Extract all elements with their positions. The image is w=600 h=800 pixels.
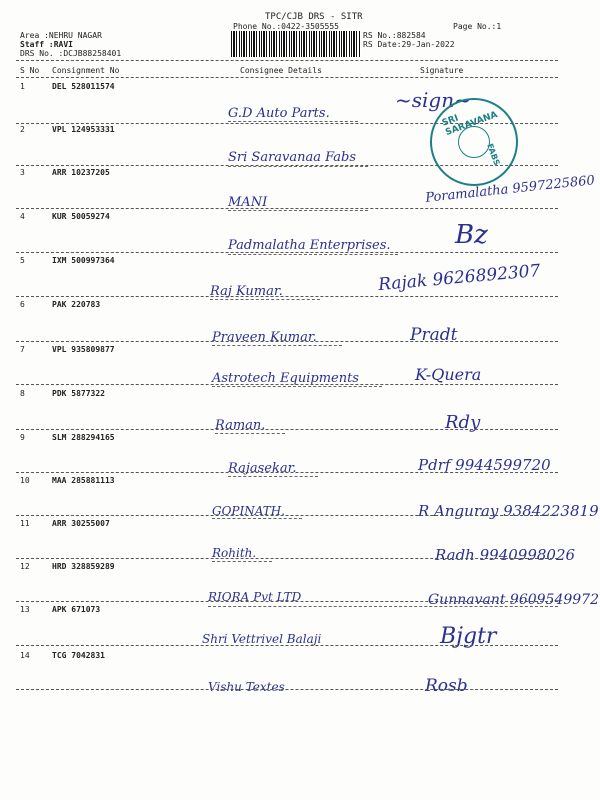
row-10-sno: 10 (20, 476, 30, 485)
row-7-consignment: VPL 935809877 (52, 345, 115, 354)
company-stamp (430, 98, 518, 186)
row-divider (16, 429, 558, 430)
row-14-consignee: Vishu Textes (208, 680, 285, 694)
row-9-consignee-line (228, 476, 318, 477)
row-13-consignment: APK 671073 (52, 605, 101, 614)
row-8-sno: 8 (20, 389, 25, 398)
row-3-signature: Poramalatha 9597225860 (424, 173, 596, 206)
row-8-consignee: Raman. (215, 418, 266, 433)
row-12-consignee: RIORA Pvt LTD (208, 590, 302, 604)
row-7-signature: K-Quera (415, 365, 482, 384)
row-4-consignee-line (228, 254, 398, 255)
row-1-consignee: G.D Auto Parts. (228, 106, 330, 121)
row-11-sno: 11 (20, 519, 30, 528)
row-11-consignee-line (212, 561, 272, 562)
row-6-consignment: PAK 220783 (52, 300, 101, 309)
barcode (231, 31, 361, 57)
row-2-consignment: VPL 124953331 (52, 125, 115, 134)
stamp-text-top: SRI SARAVANA (440, 109, 499, 139)
row-divider (16, 558, 558, 559)
row-divider (16, 252, 558, 253)
row-1-consignment: DEL 528011574 (52, 82, 115, 91)
page-number: Page No.:1 (453, 22, 502, 31)
row-5-signature: Rajak 9626892307 (377, 260, 542, 296)
row-1-consignee-line (228, 121, 358, 122)
row-divider (16, 341, 558, 342)
row-13-signature: Bjgtr (440, 624, 497, 649)
row-9-consignment: SLM 288294165 (52, 433, 115, 442)
row-divider (16, 515, 558, 516)
row-4-sno: 4 (20, 212, 25, 221)
col-consignee: Consignee Details (240, 66, 322, 75)
row-1-sno: 1 (20, 82, 25, 91)
row-12-consignment: HRD 328859289 (52, 562, 115, 571)
row-8-signature: Rdy (445, 412, 481, 433)
row-13-sno: 13 (20, 605, 30, 614)
row-10-consignee: GOPINATH. (212, 504, 286, 518)
row-divider (16, 645, 558, 646)
stamp-text-bottom: FABS (485, 142, 502, 167)
row-1-signature: ~sign~ (395, 88, 471, 112)
row-3-consignee: MANI (228, 195, 268, 210)
area-label: Area :NEHRU NAGAR (20, 31, 102, 40)
row-12-signature: Gunnavant 9609549972 (428, 592, 600, 608)
row-8-consignee-line (215, 433, 285, 434)
row-divider (16, 296, 558, 297)
row-14-sno: 14 (20, 651, 30, 660)
row-7-sno: 7 (20, 345, 25, 354)
row-6-signature: Pradt (410, 325, 458, 345)
row-4-consignment: KUR 50059274 (52, 212, 110, 221)
col-signature: Signature (420, 66, 464, 75)
row-12-sno: 12 (20, 562, 30, 571)
row-9-consignee: Rajasekar. (228, 461, 297, 476)
row-11-consignee: Rohith. (212, 546, 257, 560)
row-divider (16, 123, 558, 124)
row-3-consignee-line (228, 210, 368, 211)
row-divider (16, 165, 558, 166)
row-divider (16, 601, 558, 602)
row-2-consignee-line (228, 166, 368, 167)
row-11-consignment: ARR 30255007 (52, 519, 110, 528)
row-9-signature: Pdrf 9944599720 (418, 456, 551, 474)
row-5-consignee: Raj Kumar. (210, 284, 283, 299)
row-3-sno: 3 (20, 168, 25, 177)
report-title: TPC/CJB DRS - SITR (265, 12, 363, 22)
row-5-sno: 5 (20, 256, 25, 265)
row-10-signature: R Anguray 9384223819 (418, 502, 599, 520)
row-14-consignment: TCG 7042831 (52, 651, 105, 660)
row-2-sno: 2 (20, 125, 25, 134)
col-consignment: Consignment No (52, 66, 120, 75)
header-divider-bottom (16, 77, 558, 78)
row-3-consignment: ARR 10237205 (52, 168, 110, 177)
phone-number: Phone No.:0422-3505555 (233, 22, 339, 31)
col-sno: S No (20, 66, 40, 75)
row-6-consignee: Praveen Kumar. (212, 330, 317, 345)
row-5-consignment: IXM 500997364 (52, 256, 115, 265)
rs-date: RS Date:29-Jan-2022 (363, 40, 455, 49)
staff-label: Staff :RAVI (20, 40, 73, 49)
row-13-consignee: Shri Vettrivel Balaji (202, 632, 322, 646)
row-11-signature: Radh 9940998026 (435, 546, 576, 564)
row-divider (16, 208, 558, 209)
row-7-consignee-line (212, 386, 382, 387)
row-9-sno: 9 (20, 433, 25, 442)
row-10-consignment: MAA 285881113 (52, 476, 115, 485)
stamp-inner-circle (458, 126, 490, 158)
row-5-consignee-line (210, 299, 320, 300)
row-divider (16, 384, 558, 385)
row-2-consignee: Sri Saravanaa Fabs (228, 150, 357, 165)
row-14-signature: Rosb (425, 676, 468, 696)
row-4-signature: Bz (455, 220, 488, 250)
row-divider (16, 689, 558, 690)
header-divider-top (16, 60, 558, 61)
drs-number: DRS No. :DCJB88258401 (20, 49, 122, 58)
row-7-consignee: Astrotech Equipments (212, 371, 359, 386)
row-divider (16, 472, 558, 473)
row-8-consignment: PDK 5877322 (52, 389, 105, 398)
row-4-consignee: Padmalatha Enterprises. (228, 238, 391, 253)
row-10-consignee-line (212, 518, 302, 519)
row-6-consignee-line (212, 345, 342, 346)
rs-number: RS No.:882584 (363, 31, 426, 40)
row-6-sno: 6 (20, 300, 25, 309)
